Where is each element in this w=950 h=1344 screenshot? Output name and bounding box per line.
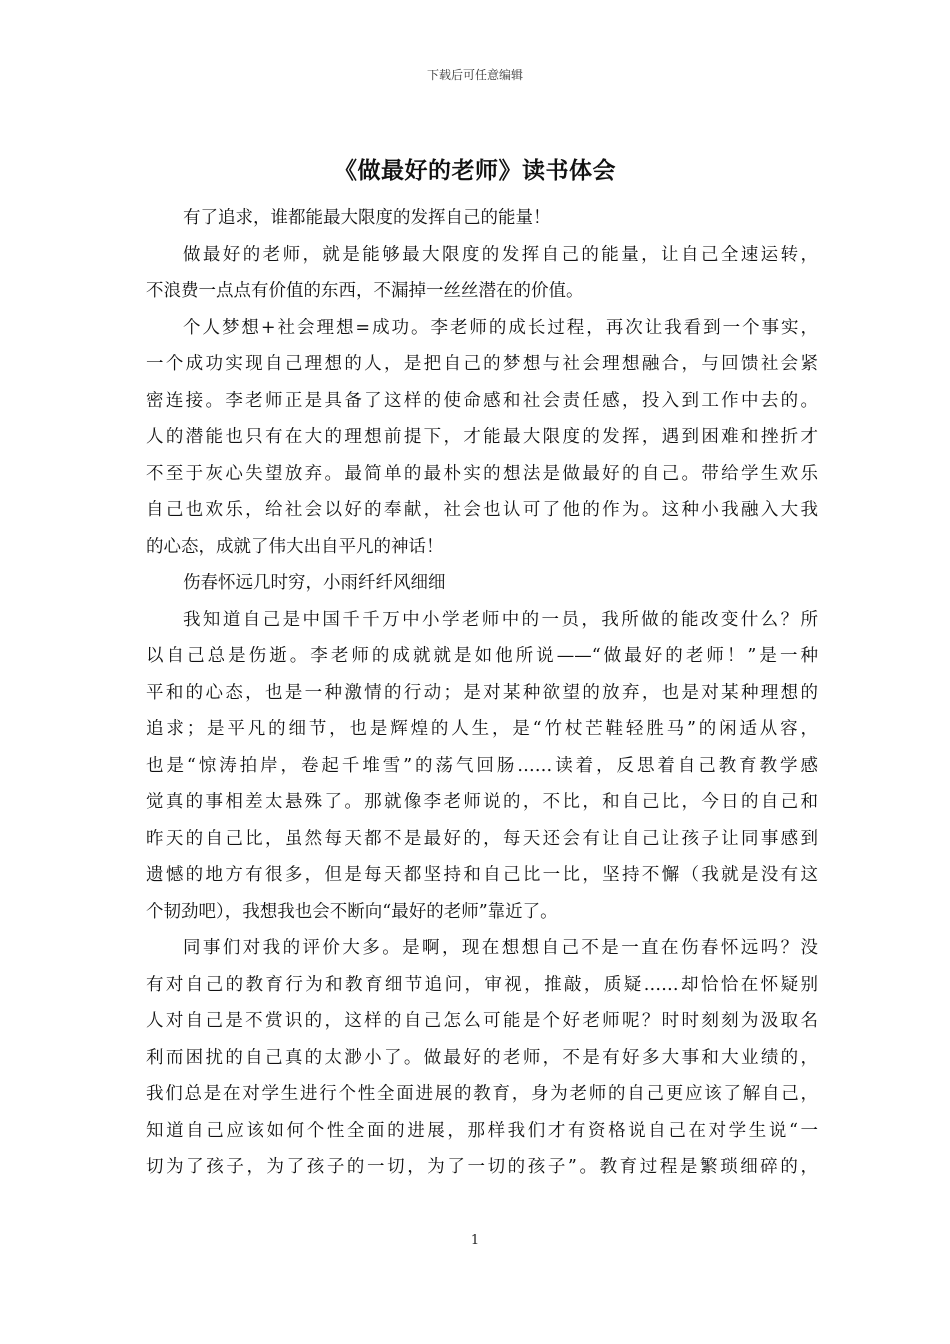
page-number: 1 xyxy=(470,1233,480,1248)
text-line: 个韧劲吧），我想我也会不断向“最好的老师”靠近了。 xyxy=(146,901,558,922)
text-line: 平和的心态，也是一种激情的行动；是对某种欲望的放弃，也是对某种理想的 xyxy=(146,682,818,703)
page-header: 下载后可任意编辑 xyxy=(426,68,523,82)
text-line: 同事们对我的评价大多。是啊，现在想想自己不是一直在伤春怀远吗？没 xyxy=(183,938,818,958)
text-line: 做最好的老师，就是能够最大限度的发挥自己的能量，让自己全速运转， xyxy=(183,244,818,265)
text-line: 不浪费一点点有价值的东西，不漏掉一丝丝潜在的价值。 xyxy=(146,281,584,301)
text-line: 自己也欢乐，给社会以好的奉献，社会也认可了他的作为。这种小我融入大我 xyxy=(146,500,818,520)
text-line: 以自己总是伤逝。李老师的成就就是如他所说——“做最好的老师！”是一种 xyxy=(146,646,818,666)
text-line: 有了追求，谁都能最大限度的发挥自己的能量！ xyxy=(183,208,551,228)
text-line: 密连接。李老师正是具备了这样的使命感和社会责任感，投入到工作中去的。 xyxy=(146,390,818,411)
text-line: 觉真的事相差太悬殊了。那就像李老师说的，不比，和自己比，今日的自己和 xyxy=(146,792,818,812)
text-line: 我们总是在对学生进行个性全面进展的教育，身为老师的自己更应该了解自己， xyxy=(146,1084,818,1104)
text-line: 也是“惊涛拍岸，卷起千堆雪”的荡气回肠……读着，反思着自己教育教学感 xyxy=(146,755,818,776)
text-line: 不至于灰心失望放弃。最简单的最朴实的想法是做最好的自己。带给学生欢乐 xyxy=(146,463,818,484)
text-line: 昨天的自己比，虽然每天都不是最好的，每天还会有让自己让孩子让同事感到 xyxy=(146,828,818,849)
text-line: 人对自己是不赏识的，这样的自己怎么可能是个好老师呢？时时刻刻为汲取名 xyxy=(146,1011,818,1031)
text-line: 伤春怀远几时穷，小雨纤纤风细细 xyxy=(183,573,446,593)
text-line: 有对自己的教育行为和教育细节追问，审视，推敲，质疑……却恰恰在怀疑别 xyxy=(146,974,818,995)
document-title: 《做最好的老师》读书体会 xyxy=(334,157,616,184)
text-line: 遗憾的地方有很多，但是每天都坚持和自己比一比，坚持不懈（我就是没有这 xyxy=(146,865,818,885)
text-line: 一个成功实现自己理想的人，是把自己的梦想与社会理想融合，与回馈社会紧 xyxy=(146,354,818,374)
document-body xyxy=(146,200,818,1186)
text-line: 人的潜能也只有在大的理想前提下，才能最大限度的发挥，遇到困难和挫折才 xyxy=(146,427,818,447)
text-line: 利而困扰的自己真的太渺小了。做最好的老师，不是有好多大事和大业绩的， xyxy=(146,1047,818,1068)
text-line: 我知道自己是中国千千万中小学老师中的一员，我所做的能改变什么？所 xyxy=(183,609,818,630)
text-line: 的心态，成就了伟大出自平凡的神话！ xyxy=(146,536,444,557)
text-line: 追求；是平凡的细节，也是辉煌的人生，是“竹杖芒鞋轻胜马”的闲适从容， xyxy=(146,719,818,739)
text-line: 切为了孩子，为了孩子的一切，为了一切的孩子”。教育过程是繁琐细碎的， xyxy=(146,1157,818,1177)
text-line: 个人梦想+社会理想=成功。李老师的成长过程，再次让我看到一个事实， xyxy=(183,317,818,338)
text-line: 知道自己应该如何个性全面的进展，那样我们才有资格说自己在对学生说“一 xyxy=(146,1120,818,1141)
